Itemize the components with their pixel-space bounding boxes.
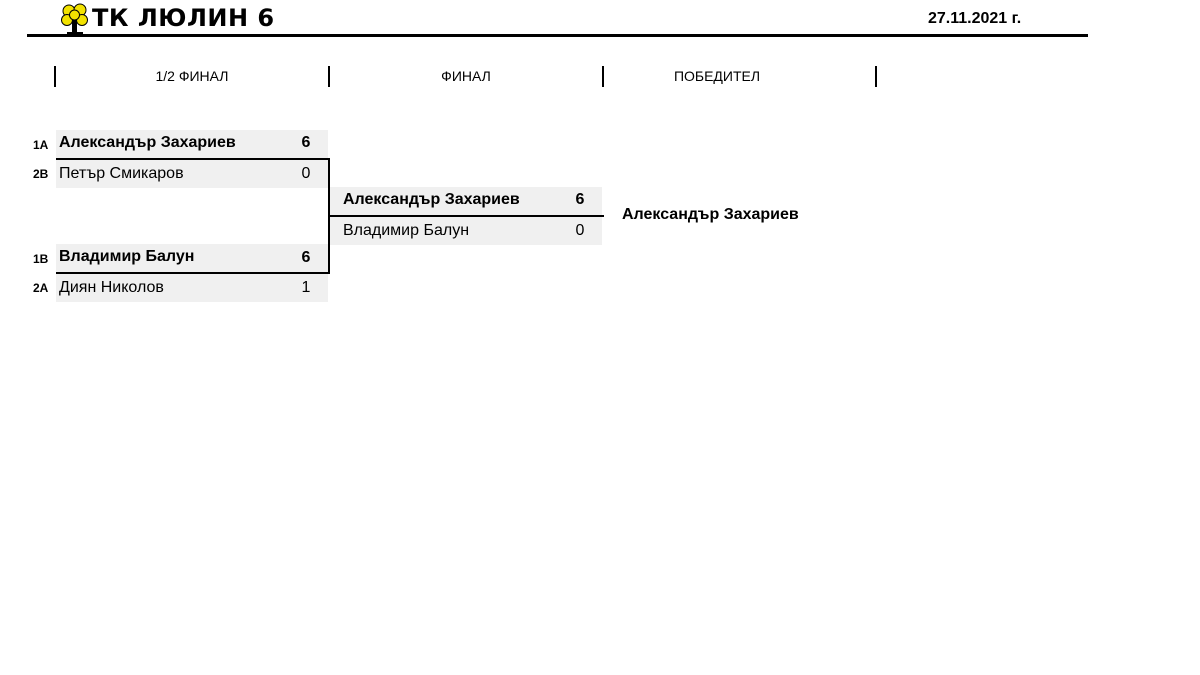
club-title: ТК ЛЮЛИН 6 xyxy=(92,4,275,32)
set-score: 0 xyxy=(575,222,585,239)
round-separator xyxy=(875,66,877,87)
set-score: 6 xyxy=(301,249,311,266)
seed-label: 1B xyxy=(33,252,49,266)
round-heading-semifinal: 1/2 ФИНАЛ xyxy=(155,68,229,84)
set-score: 6 xyxy=(575,191,585,208)
set-score: 1 xyxy=(301,279,311,296)
player-name: Александър Захариев xyxy=(59,134,236,151)
player-name: Владимир Балун xyxy=(59,248,195,265)
set-score: 0 xyxy=(301,165,311,182)
seed-label: 1A xyxy=(33,138,49,152)
set-score: 6 xyxy=(301,134,311,151)
player-name: Владимир Балун xyxy=(343,222,470,239)
tournament-date: 27.11.2021 г. xyxy=(928,10,1022,27)
player-name: Диян Николов xyxy=(59,279,164,296)
champion-name: Александър Захариев xyxy=(622,206,799,223)
seed-label: 2A xyxy=(33,281,49,295)
round-heading-winner: ПОБЕДИТЕЛ xyxy=(673,68,761,84)
seed-label: 2B xyxy=(33,167,49,181)
round-heading-final: ФИНАЛ xyxy=(441,68,491,84)
header-divider xyxy=(27,34,1088,37)
tennis-balls-tree-logo-icon xyxy=(60,3,90,35)
player-name: Петър Смикаров xyxy=(59,165,184,182)
player-name: Александър Захариев xyxy=(343,191,520,208)
